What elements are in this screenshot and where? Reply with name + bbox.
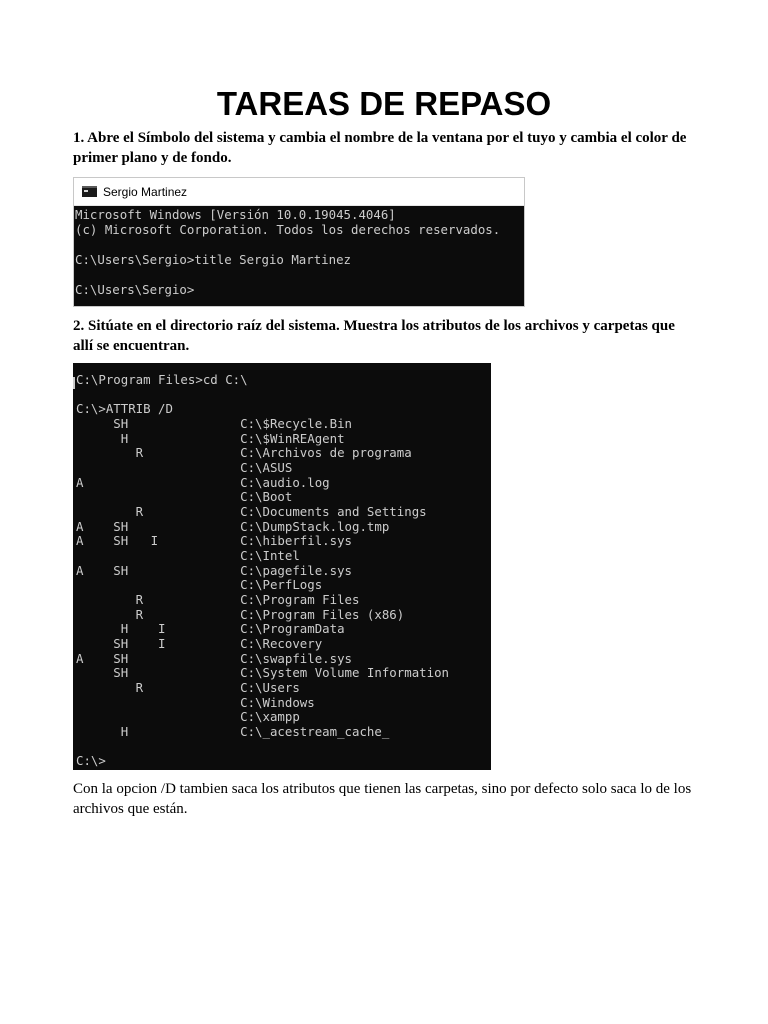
question-1: 1. Abre el Símbolo del sistema y cambia el nombre de la ventana por el tuyo y cambia el color de primer plano y de fondo. xyxy=(73,130,687,166)
console-line xyxy=(75,237,524,252)
console-line: C:\ASUS xyxy=(76,460,293,476)
document-title: TAREAS DE REPASO xyxy=(216,85,552,122)
console-line: A SH C:\swapfile.sys xyxy=(76,650,353,666)
console-line: SH I C:\Recovery xyxy=(76,636,323,652)
console-line: A SH C:\pagefile.sys xyxy=(76,562,353,578)
console-line: R C:\Program Files (x86) xyxy=(76,606,405,622)
console-line: Microsoft Windows [Versión 10.0.19045.4046] xyxy=(75,207,396,222)
console-line: C:\Intel xyxy=(76,548,300,564)
console-line: H C:\_acestream_cache_ xyxy=(76,724,390,740)
console-line: C:\Program Files>cd C:\ xyxy=(76,372,248,387)
console-line: SH C:\$Recycle.Bin xyxy=(76,416,353,432)
console-line: A C:\audio.log xyxy=(76,474,330,490)
console-output xyxy=(74,206,524,297)
cmd-window-screenshot-2 xyxy=(73,363,491,770)
console-line: C:\Users\Sergio>title Sergio Martinez xyxy=(75,252,352,267)
console-line: C:\PerfLogs xyxy=(76,577,323,593)
console-line xyxy=(76,388,491,403)
console-output-attrib xyxy=(73,363,491,769)
cmd-window-screenshot-1 xyxy=(73,177,525,307)
console-line: A SH C:\DumpStack.log.tmp xyxy=(76,518,390,534)
cmd-icon xyxy=(82,186,97,197)
note-paragraph: Con la opcion /D tambien saca los atributos que tienen las carpetas, sino por defecto solo saca lo de los archivos que están. xyxy=(73,781,692,817)
console-line: (c) Microsoft Corporation. Todos los derechos reservados. xyxy=(75,222,501,237)
console-line: R C:\Users xyxy=(76,680,300,696)
console-line: C:\xampp xyxy=(76,709,300,725)
console-line: C:\> xyxy=(76,753,106,769)
console-line: H C:\$WinREAgent xyxy=(76,430,345,446)
cmd-title-bar xyxy=(74,178,524,206)
console-line: R C:\Program Files xyxy=(76,592,360,608)
text-cursor-mark xyxy=(73,377,75,389)
console-line: R C:\Archivos de programa xyxy=(76,445,412,461)
console-line xyxy=(76,740,491,755)
console-line: SH C:\System Volume Information xyxy=(76,665,449,681)
console-line: C:\>ATTRIB /D xyxy=(76,401,173,417)
console-line xyxy=(75,267,524,282)
window-title: Sergio Martinez xyxy=(103,184,188,199)
question-2: 2. Sitúate en el directorio raíz del sistema. Muestra los atributos de los archivos y carpetas que allí se encuentran. xyxy=(73,318,675,354)
console-line: C:\Users\Sergio> xyxy=(75,282,195,297)
console-line: H I C:\ProgramData xyxy=(76,621,345,637)
console-line: A SH I C:\hiberfil.sys xyxy=(76,533,353,549)
console-line: C:\Boot xyxy=(76,489,293,505)
console-line: R C:\Documents and Settings xyxy=(76,504,427,520)
console-line: C:\Windows xyxy=(76,694,315,710)
